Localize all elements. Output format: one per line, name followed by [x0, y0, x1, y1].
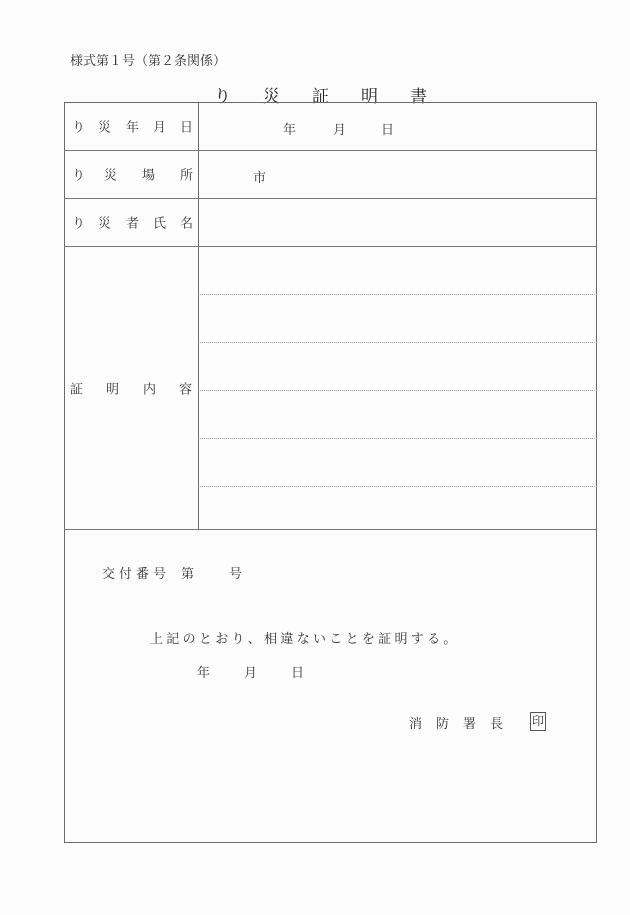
title-char: 災 [263, 87, 280, 107]
issue-number-prefix: 第 [181, 567, 195, 582]
certification-statement: 上記のとおり、相違ないことを証明する。 [150, 632, 460, 647]
issue-date-year: 年 [197, 666, 211, 681]
label-certification-content: 証 明 内 容 [70, 382, 193, 398]
title-char: 証 [312, 87, 329, 107]
issue-number-label: 交付番号 [102, 567, 171, 582]
certification-content-line-3[interactable] [199, 343, 596, 390]
label-victim-name: り 災 者 氏 名 [72, 216, 194, 232]
disaster-place-field[interactable] [199, 151, 596, 198]
label-disaster-date: り 災 年 月 日 [72, 120, 194, 136]
date-year-label: 年 [283, 123, 297, 138]
certification-content-line-5[interactable] [199, 439, 596, 486]
certification-content-line-1[interactable] [199, 247, 596, 294]
label-disaster-place: り 災 場 所 [72, 168, 194, 184]
title-char: 書 [410, 87, 427, 107]
seal-stamp-box: 印 [530, 712, 546, 731]
title-char: り [214, 87, 231, 107]
form-number: 様式第１号（第２条関係） [70, 54, 227, 69]
certification-content-line-6[interactable] [199, 487, 596, 529]
certification-content-line-4[interactable] [199, 391, 596, 438]
victim-name-field[interactable] [199, 199, 596, 246]
certification-content-line-2[interactable] [199, 295, 596, 342]
date-month-label: 月 [333, 123, 347, 138]
date-day-label: 日 [381, 123, 395, 138]
city-label: 市 [253, 171, 267, 186]
issue-number-field[interactable] [198, 560, 226, 580]
section-divider [64, 529, 597, 530]
issue-date-month: 月 [244, 666, 258, 681]
title-char: 明 [361, 87, 378, 107]
issue-number-suffix: 号 [229, 567, 243, 582]
issue-date-day: 日 [291, 666, 305, 681]
disaster-date-field[interactable] [199, 103, 596, 150]
